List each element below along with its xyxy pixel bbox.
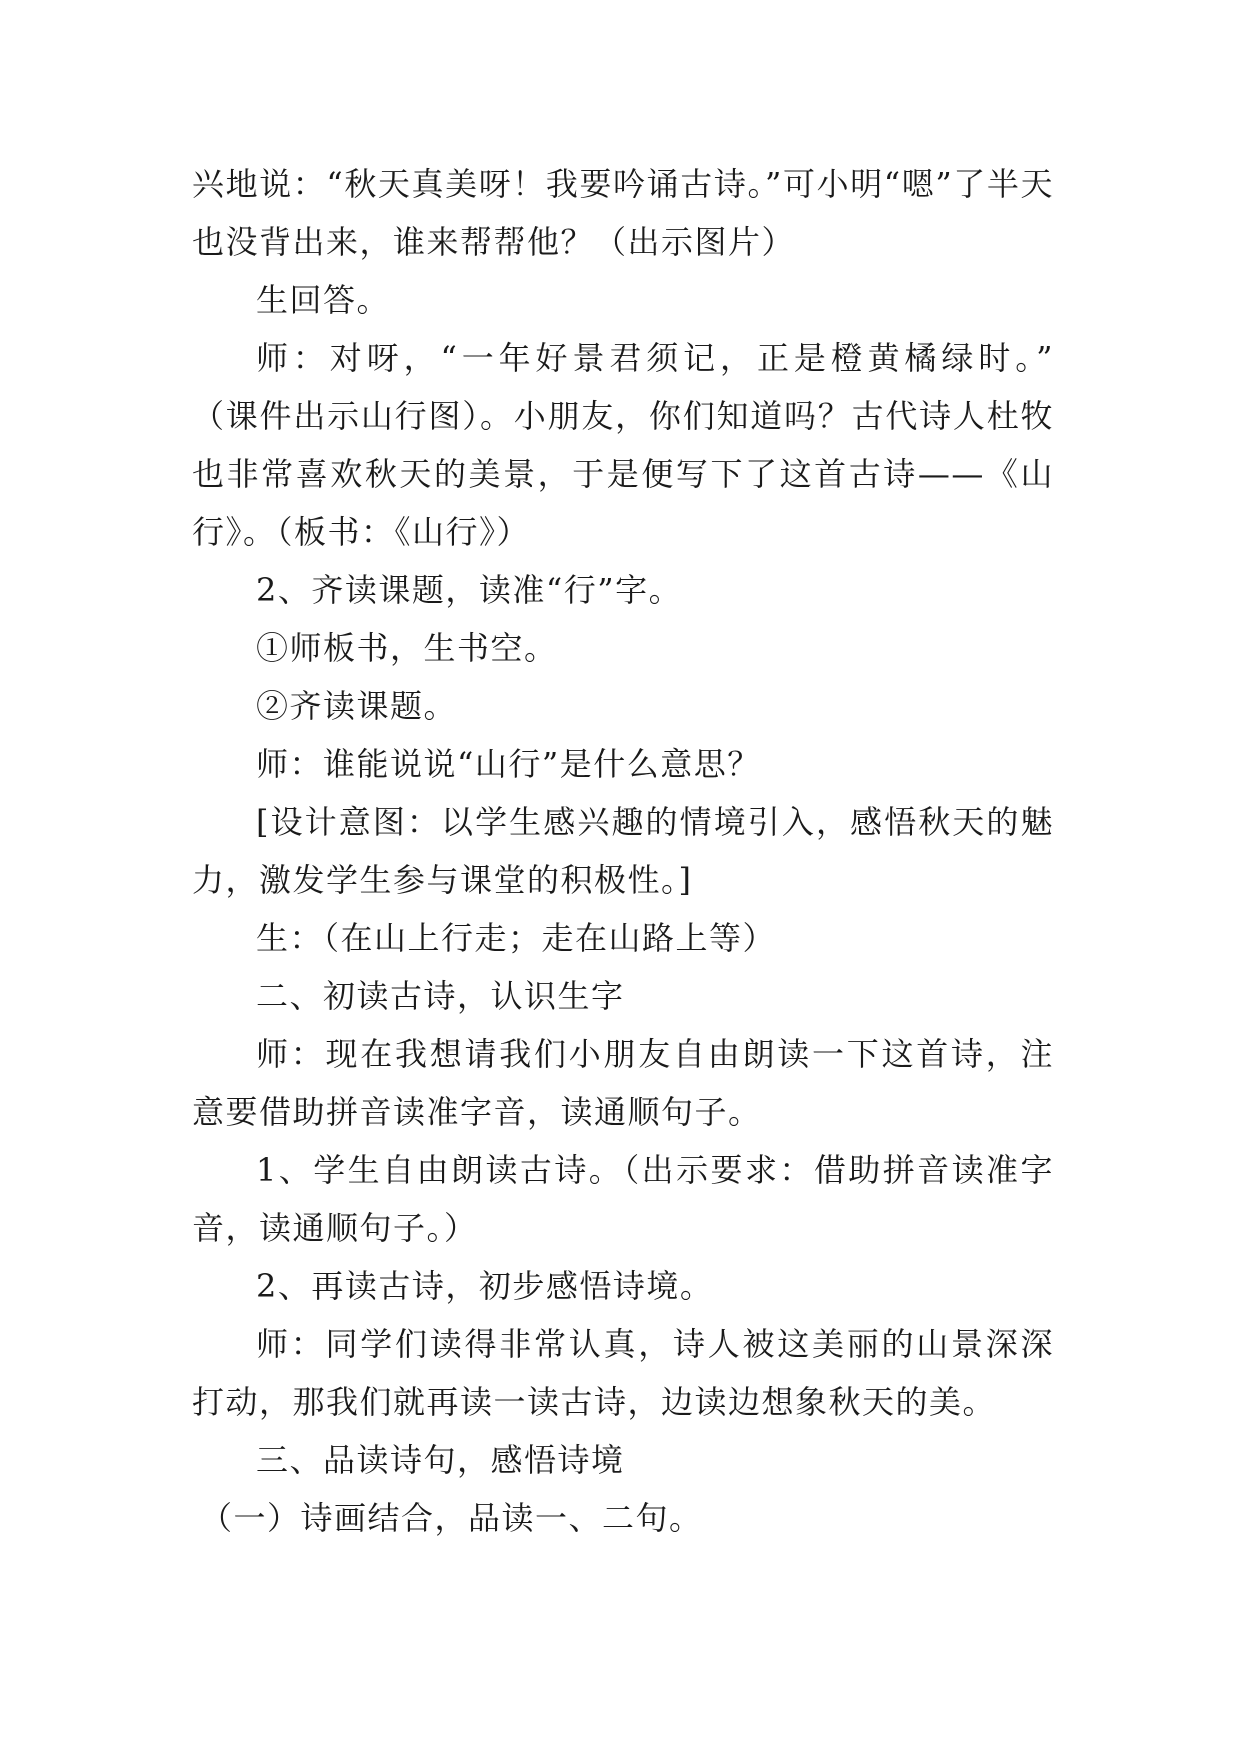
paragraph: 生：（在山上行走；走在山路上等）	[256, 919, 777, 957]
paragraph: 兴地说：“秋天真美呀！我要吟诵古诗。”可小明“嗯”了半天也没背出来，谁来帮帮他？（出示图片）	[192, 165, 1054, 261]
design-intent-note: [设计意图：以学生感兴趣的情境引入，感悟秋天的魅力，激发学生参与课堂的积极性。]	[192, 803, 1054, 899]
paragraph: 2、齐读课题，读准“行”字。	[256, 571, 683, 609]
paragraph: 师：谁能说说“山行”是什么意思？	[256, 745, 761, 783]
paragraph: 生回答。	[256, 281, 391, 319]
paragraph: ②齐读课题。	[256, 687, 458, 725]
paragraph: ①师板书，生书空。	[256, 629, 558, 667]
paragraph: 2、再读古诗，初步感悟诗境。	[256, 1267, 714, 1305]
document-body	[192, 155, 1054, 1547]
subsection-heading: （一）诗画结合，品读一、二句。	[200, 1499, 703, 1537]
section-heading: 二、初读古诗，认识生字	[256, 977, 625, 1015]
paragraph: 师：现在我想请我们小朋友自由朗读一下这首诗，注意要借助拼音读准字音，读通顺句子。	[192, 1035, 1054, 1131]
paragraph: 1、学生自由朗读古诗。（出示要求：借助拼音读准字音，读通顺句子。）	[192, 1151, 1054, 1247]
paragraph: 师：同学们读得非常认真，诗人被这美丽的山景深深打动，那我们就再读一读古诗，边读边想象秋天的美。	[192, 1325, 1054, 1421]
section-heading: 三、品读诗句，感悟诗境	[256, 1441, 625, 1479]
paragraph: 师：对呀，“一年好景君须记，正是橙黄橘绿时。” （课件出示山行图）。小朋友，你们知道吗？古代诗人杜牧也非常喜欢秋天的美景，于是便写下了这首古诗——《山行》。（板书：《山行》）	[192, 339, 1054, 551]
